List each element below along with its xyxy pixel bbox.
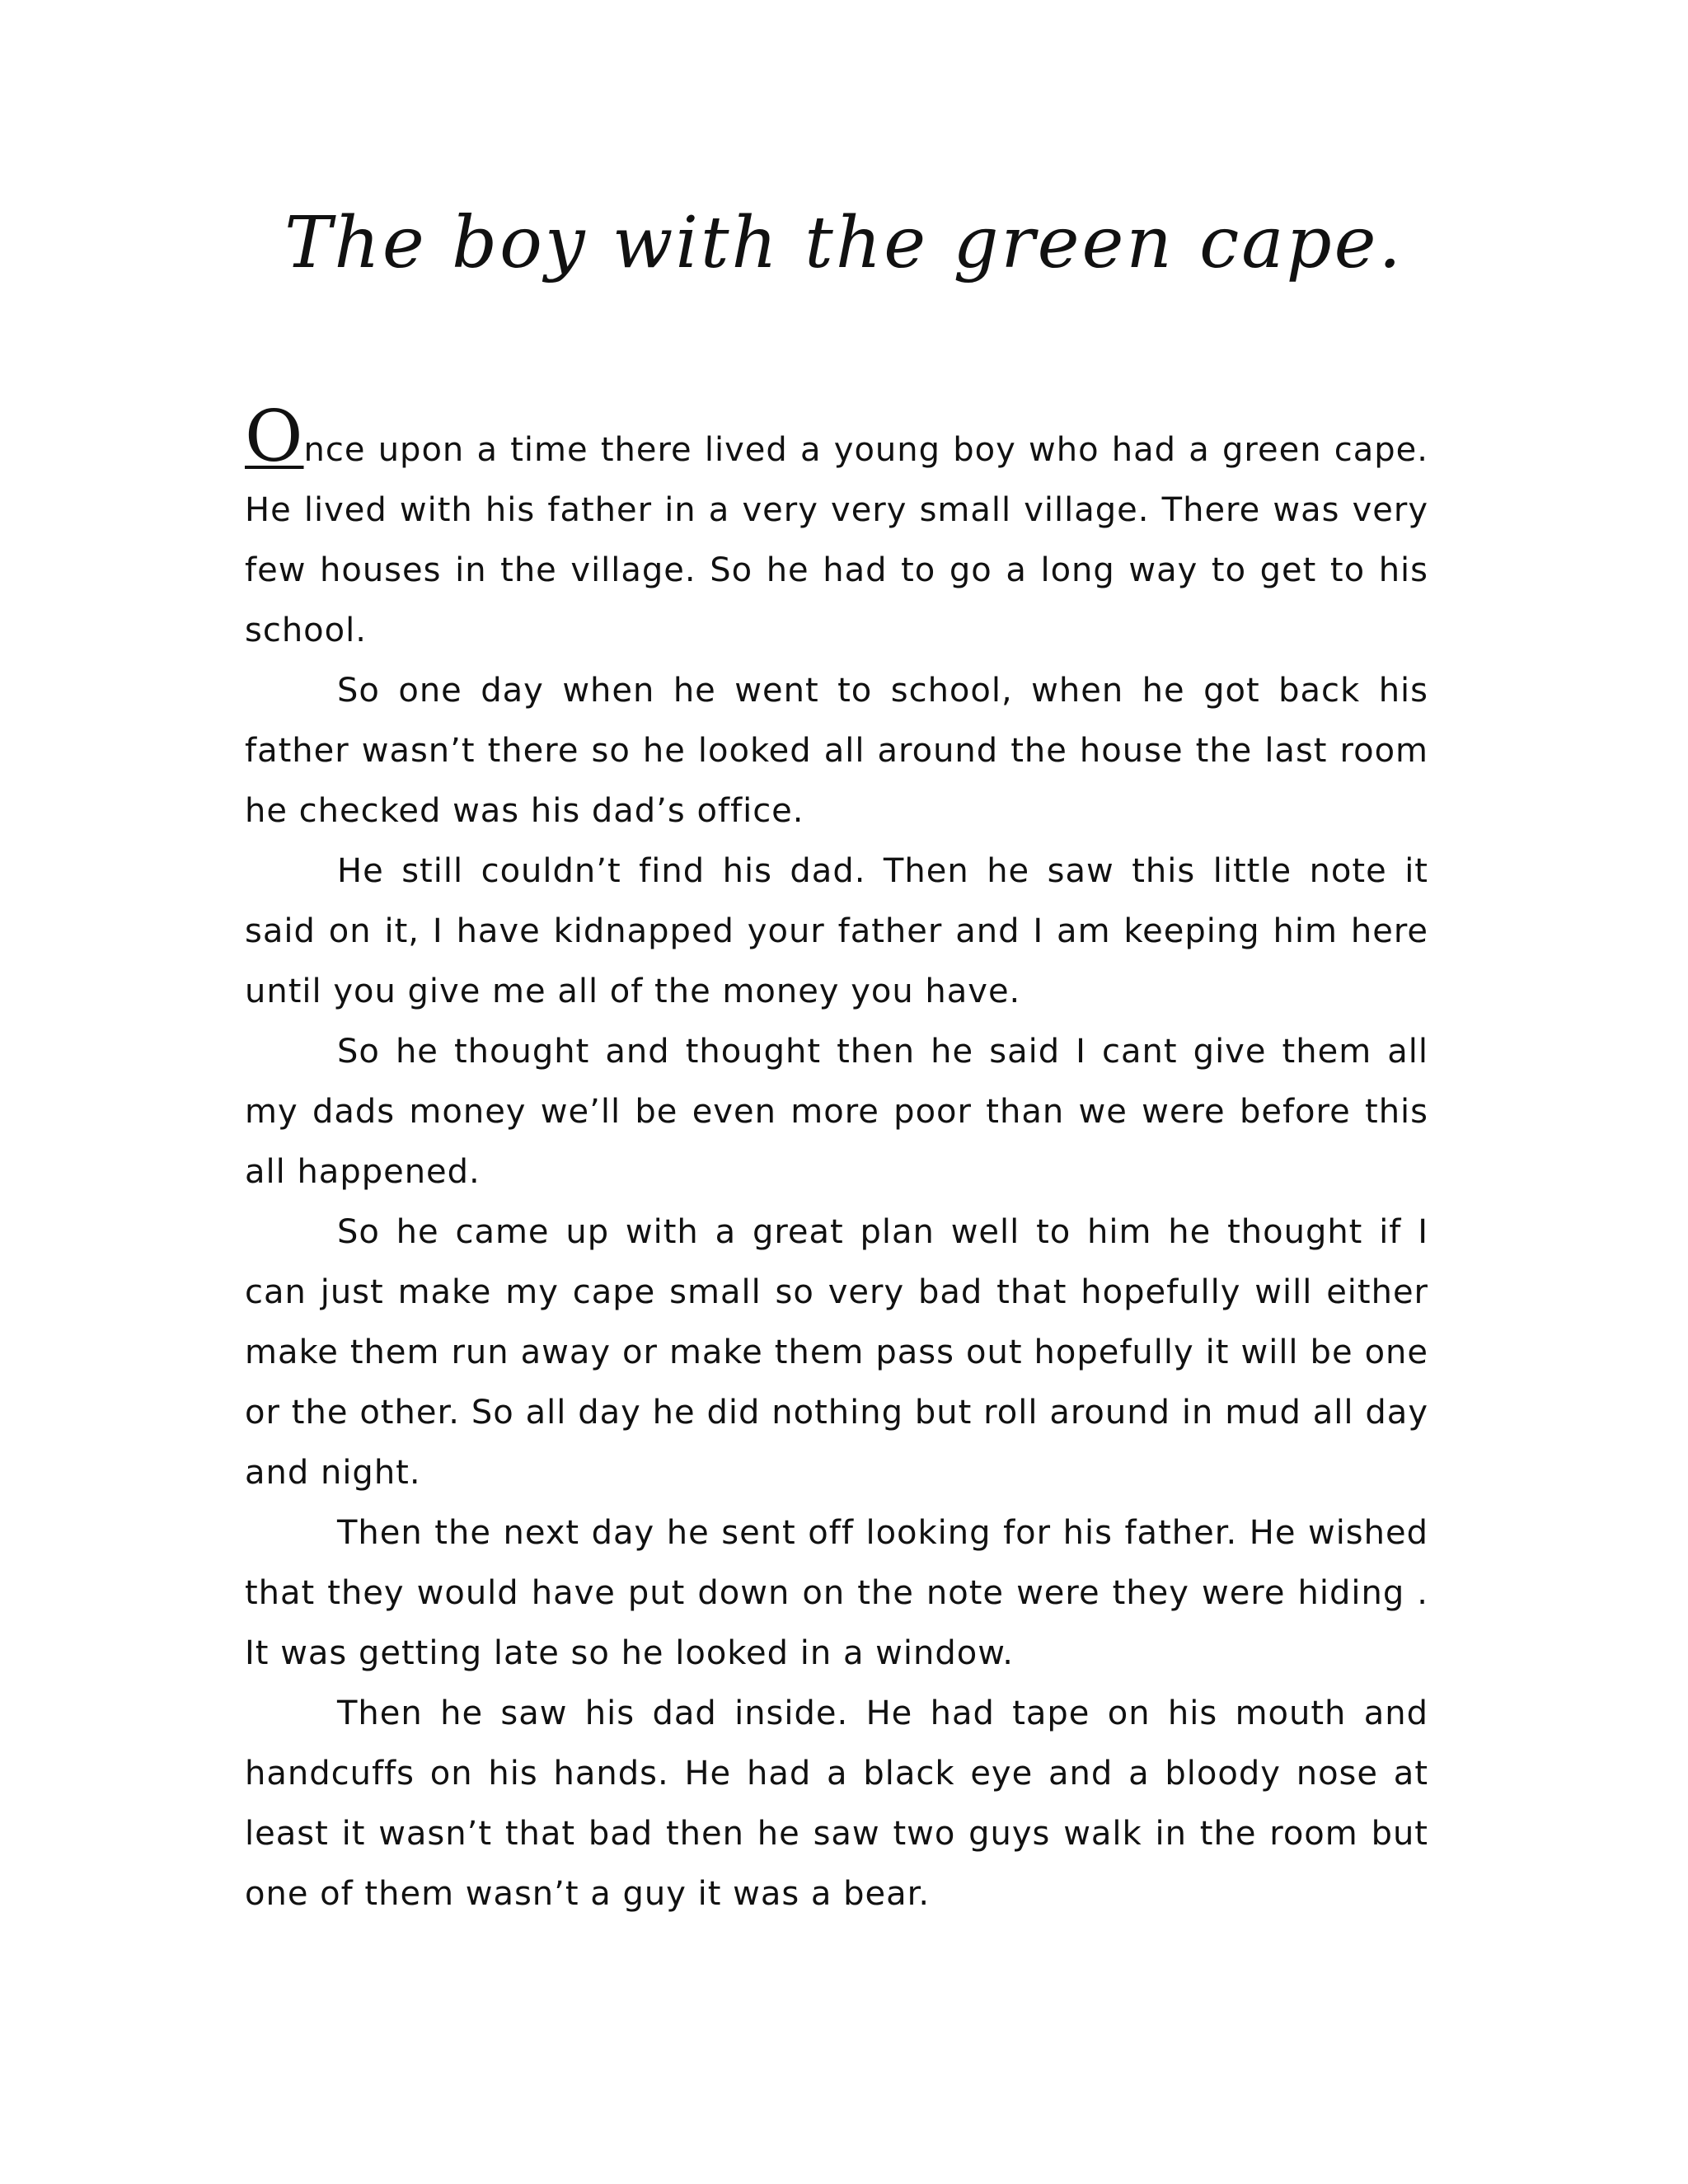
paragraph-2: So one day when he went to school, when he got back his father wasn’t there so he looked all around the house the last room he checked was his dad’s office.	[245, 672, 1428, 830]
paragraph-7: Then he saw his dad inside. He had tape on his mouth and handcuffs on his hands. He had a black eye and a bloody nose at least it wasn’t that bad then he saw two guys walk in the room but one of them wasn’t a guy it was a bear.	[245, 1694, 1428, 1913]
drop-cap: O	[245, 396, 304, 478]
story-body	[245, 396, 1428, 1924]
paragraph-1-text: nce upon a time there lived a young boy who had a green cape. He lived with his father in a very very small village. There was very few houses in the village. So he had to go a long way to get to his school.	[245, 431, 1428, 649]
paragraph-3: He still couldn’t find his dad. Then he saw this little note it said on it, I have kidnapped your father and I am keeping him here until you give me all of the money you have.	[245, 852, 1428, 1010]
paragraph-5: So he came up with a great plan well to him he thought if I can just make my cape small so very bad that hopefully will either make them run away or make them pass out hopefully it will be one or the other. So all day he did nothing but roll around in mud all day and night.	[245, 1213, 1428, 1492]
paragraph-4: So he thought and thought then he said I cant give them all my dads money we’ll be even more poor than we were before this all happened.	[245, 1033, 1428, 1191]
paragraph-1	[245, 396, 1428, 661]
paragraph-6: Then the next day he sent off looking for his father. He wished that they would have put down on the note were they were hiding . It was getting late so he looked in a window.	[245, 1514, 1428, 1672]
story-title: The boy with the green cape.	[284, 202, 1404, 284]
